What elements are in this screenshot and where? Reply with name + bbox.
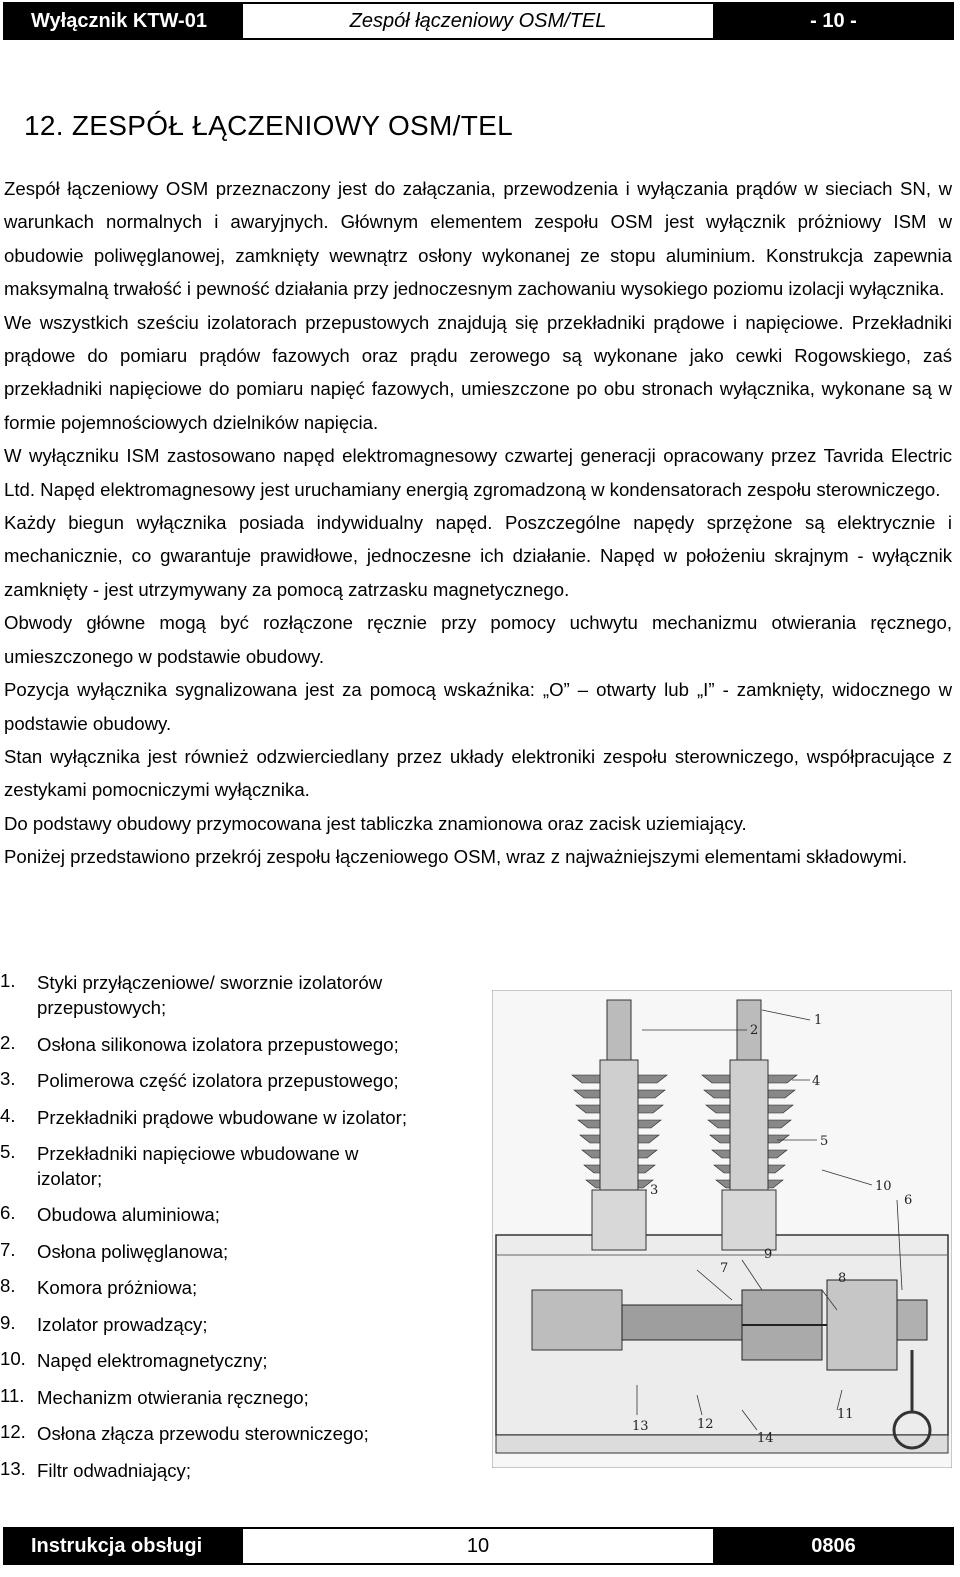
header-product: Wyłącznik KTW-01 bbox=[5, 4, 241, 38]
footer-title: Instrukcja obsługi bbox=[5, 1529, 241, 1563]
item-text: Mechanizm otwierania ręcznego; bbox=[37, 1387, 309, 1408]
paragraph: Pozycja wyłącznika sygnalizowana jest za pomocą wskaźnika: „O” – otwarty lub „I” - zamknięty, widocznego w podstawie obudowy. bbox=[4, 679, 952, 734]
callout-label: 6 bbox=[904, 1193, 913, 1208]
page-footer bbox=[3, 1527, 954, 1565]
item-number: 5. bbox=[0, 1141, 16, 1162]
callout-label: 9 bbox=[764, 1247, 773, 1262]
callout-label: 3 bbox=[650, 1183, 659, 1198]
paragraph: Zespół łączeniowy OSM przeznaczony jest do załączania, przewodzenia i wyłączania prądów w sieciach SN, w warunkach normalnych i awaryjnych. Głównym elementem zespołu OSM jest wyłącznik próżniowy ISM w obudowie poliwęglanowej, zamknięty wewnątrz osłony wykonanej ze stopu aluminium. Konstrukcja zapewnia maksymalną trwałość i pewność działania przy jednoczesnym zachowaniu wysokiego poziomu izolacji wyłącznika. bbox=[4, 178, 952, 300]
item-text: Komora próżniowa; bbox=[37, 1277, 198, 1298]
callout-label: 10 bbox=[875, 1179, 892, 1194]
item-text: Napęd elektromagnetyczny; bbox=[37, 1350, 268, 1371]
item-text: Izolator prowadzący; bbox=[37, 1314, 208, 1335]
item-number: 10. bbox=[0, 1348, 26, 1369]
item-text: Przekładniki prądowe wbudowane w izolator; bbox=[37, 1107, 408, 1128]
paragraph: Poniżej przedstawiono przekrój zespołu łączeniowego OSM, wraz z najważniejszymi elementami składowymi. bbox=[4, 846, 908, 868]
item-number: 3. bbox=[0, 1068, 16, 1089]
body-text bbox=[4, 172, 952, 874]
item-number: 7. bbox=[0, 1239, 16, 1260]
item-text: Obudowa aluminiowa; bbox=[37, 1204, 220, 1225]
callout-label: 7 bbox=[720, 1261, 729, 1276]
item-text: Osłona silikonowa izolatora przepustowego; bbox=[37, 1034, 399, 1055]
item-number: 13. bbox=[0, 1458, 26, 1479]
item-text: Filtr odwadniający; bbox=[37, 1460, 191, 1481]
footer-code: 0806 bbox=[715, 1529, 952, 1563]
paragraph: Stan wyłącznika jest również odzwierciedlany przez układy elektroniki zespołu sterowniczego, współpracujące z zestykami pomocniczymi wyłącznika. bbox=[4, 745, 952, 801]
paragraph: Każdy biegun wyłącznika posiada indywidualny napęd. Poszczególne napędy sprzężone są elektrycznie i mechanicznie, co gwarantuje prawidłowe, jednoczesne ich działanie. Napęd w położeniu skrajnym - wyłącznik zamknięty - jest utrzymywany za pomocą zatrzasku magnetycznego. bbox=[4, 512, 952, 600]
callout-label: 13 bbox=[632, 1419, 649, 1434]
item-text: Styki przyłączeniowe/ sworznie izolatorów przepustowych; bbox=[37, 972, 383, 1018]
section-title: 12. ZESPÓŁ ŁĄCZENIOWY OSM/TEL bbox=[24, 110, 513, 141]
footer-page-number: 10 bbox=[241, 1529, 715, 1563]
osm-cross-section-diagram bbox=[492, 990, 952, 1468]
callout-label: 8 bbox=[838, 1271, 847, 1286]
callout-label: 4 bbox=[812, 1074, 821, 1089]
callout-label: 1 bbox=[814, 1013, 823, 1028]
callout-label: 11 bbox=[837, 1407, 854, 1422]
item-text: Polimerowa część izolatora przepustowego; bbox=[37, 1070, 399, 1091]
item-number: 1. bbox=[0, 970, 16, 991]
item-number: 9. bbox=[0, 1312, 16, 1333]
header-page: - 10 - bbox=[715, 4, 952, 38]
page-header bbox=[3, 2, 954, 40]
item-number: 6. bbox=[0, 1202, 16, 1223]
item-number: 12. bbox=[0, 1421, 26, 1442]
item-text: Osłona złącza przewodu sterowniczego; bbox=[37, 1423, 369, 1444]
item-text: Przekładniki napięciowe wbudowane w izolator; bbox=[37, 1143, 359, 1189]
item-number: 2. bbox=[0, 1032, 16, 1053]
callout-label: 5 bbox=[820, 1134, 829, 1149]
callout-label: 2 bbox=[750, 1023, 759, 1038]
callout-label: 14 bbox=[757, 1431, 774, 1446]
paragraph: Obwody główne mogą być rozłączone ręcznie przy pomocy uchwytu mechanizmu otwierania ręcznego, umieszczonego w podstawie obudowy. bbox=[4, 612, 952, 667]
item-number: 8. bbox=[0, 1275, 16, 1296]
paragraph: We wszystkich sześciu izolatorach przepustowych znajdują się przekładniki prądowe i napięciowe. Przekładniki prądowe do pomiaru prądów fazowych oraz prądu zerowego są wykonane jako cewki Rogowskiego, zaś przekładniki napięciowe do pomiaru napięć fazowych, umieszczone po obu stronach wyłącznika, wykonane są w formie pojemnościowych dzielników napięcia. bbox=[4, 311, 952, 433]
paragraph: Do podstawy obudowy przymocowana jest tabliczka znamionowa oraz zacisk uziemiający. bbox=[4, 812, 747, 834]
item-text: Osłona poliwęglanowa; bbox=[37, 1241, 229, 1262]
item-number: 11. bbox=[0, 1385, 25, 1406]
header-section: Zespół łączeniowy OSM/TEL bbox=[241, 4, 715, 38]
item-number: 4. bbox=[0, 1105, 16, 1126]
callout-label: 12 bbox=[697, 1417, 714, 1432]
paragraph: W wyłączniku ISM zastosowano napęd elektromagnesowy czwartej generacji opracowany przez Tavrida Electric Ltd. Napęd elektromagnesowy jest uruchamiany energią zgromadzoną w kondensatorach zespołu sterowniczego. bbox=[4, 445, 952, 500]
